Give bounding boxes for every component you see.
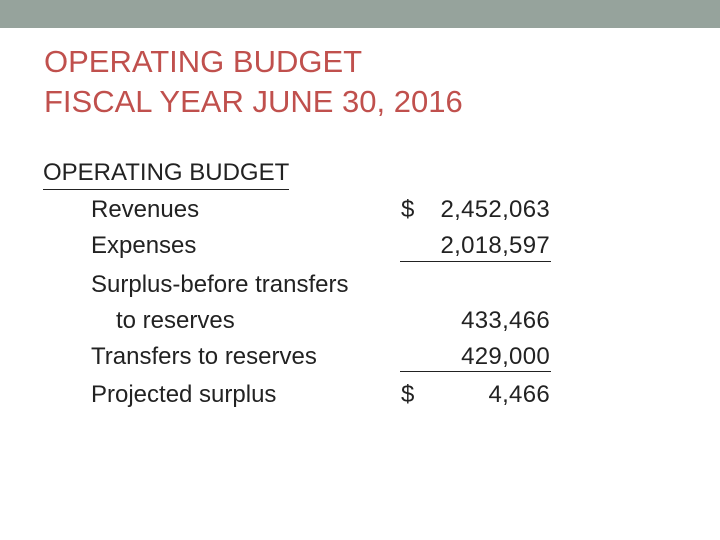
budget-heading: OPERATING BUDGET: [43, 157, 289, 190]
row-amount-projected-surplus: 4,466: [488, 381, 550, 408]
row-amount-revenues: 2,452,063: [440, 196, 550, 223]
row-label-surplus-before: Surplus-before transfers: [91, 271, 349, 298]
row-label-transfers: Transfers to reserves: [91, 343, 317, 370]
row-amount-to-reserves: 433,466: [461, 307, 550, 334]
row-amount-expenses: 2,018,597: [440, 232, 550, 259]
row-amount-transfers: 429,000: [461, 343, 550, 370]
row-label-expenses: Expenses: [91, 232, 197, 259]
row-dollar-revenues: $: [401, 196, 415, 223]
row-label-revenues: Revenues: [91, 196, 200, 223]
expenses-underline: [400, 261, 551, 262]
row-label-projected-surplus: Projected surplus: [91, 381, 277, 408]
title-line-1: OPERATING BUDGET: [44, 44, 363, 79]
row-label-to-reserves: to reserves: [116, 307, 235, 334]
row-dollar-projected-surplus: $: [401, 381, 415, 408]
title-line-2: FISCAL YEAR JUNE 30, 2016: [44, 84, 463, 119]
transfers-underline: [400, 371, 551, 372]
